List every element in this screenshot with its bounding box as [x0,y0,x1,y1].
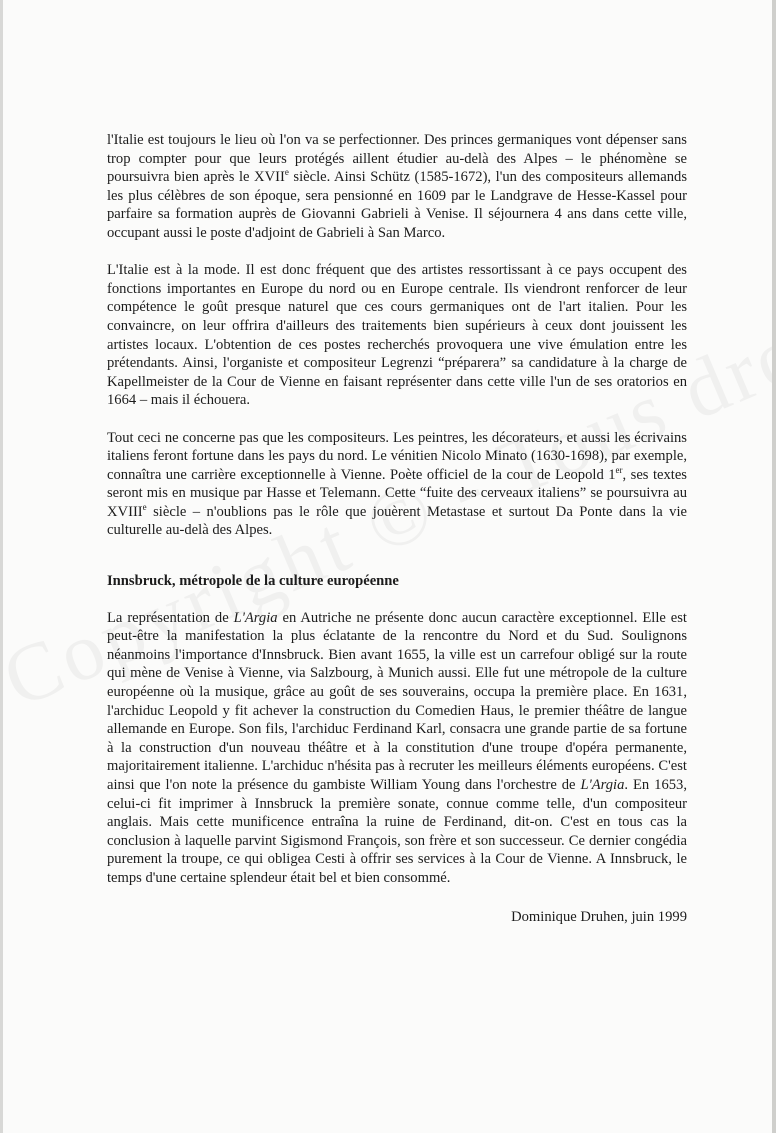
author-signature: Dominique Druhen, juin 1999 [511,908,687,925]
article-body [107,131,687,926]
section-paragraph: La représentation de L'Argia en Autriche ne présente donc aucun caractère exceptionnel. Elle est peut-être la manifestation la plus éclatante de la rencontre du Nord et du Sud. Soulignons néanmoins l'importance d'Innsbruck. Bien avant 1655, la ville est un carrefour obligé sur la route qui mène de Venise à Vienne, via Salzbourg, à Munich aussi. Elle fut une métropole de la culture européenne où la musique, grâce au goût de ses souverains, occupa la première place. En 1631, l'archiduc Leopold y fit achever la construction du Comedien Haus, le premier théâtre de langue allemande en Europe. Son fils, l'archiduc Ferdinand Karl, consacra une grande partie de sa fortune à la construction d'un nouveau théâtre et à la constitution d'une troupe d'opéra permanente, majoritairement italienne. L'archiduc n'hésita pas à recruter les meilleurs éléments européens. C'est ainsi que l'on note la présence du gambiste William Young dans l'orchestre de L'Argia. En 1653, celui-ci fit imprimer à Innsbruck la première sonate, connue comme telle, d'un compositeur anglais. Mais cette munificence entraîna la ruine de Ferdinand, dit-on. C'est en tous cas la conclusion à laquelle parvint Sigismond François, son frère et son successeur. Ce dernier congédia purement la troupe, ce qui obligea Cesti à offrir ses services à la Cour de Vienne. A Innsbruck, le temps d'une certaine splendeur était bel et bien consommé. [107,609,687,886]
paragraph-1: l'Italie est toujours le lieu où l'on va se perfectionner. Des princes germaniques vont dépenser sans trop compter pour que leurs protégés aillent étudier au-delà des Alpes – le phénomène se poursuivra bien après le XVIIe siècle. Ainsi Schütz (1585-1672), l'un des compositeurs allemands les plus célèbres de son époque, sera pensionné en 1609 par le Landgrave de Hesse-Kassel pour parfaire sa formation auprès de Giovanni Gabrieli à Venise. Il séjournera 4 ans dans cette ville, occupant aussi le poste d'adjoint de Gabrieli à San Marco. [107,132,688,241]
paragraph-3: Tout ceci ne concerne pas que les compositeurs. Les peintres, les décorateurs, et aussi les écrivains italiens feront fortune dans les pays du nord. Le vénitien Nicolo Minato (1630-1698), par exemple, connaîtra une carrière exceptionnelle à Vienne. Poète officiel de la cour de Leopold 1er, ses textes seront mis en musique par Hasse et Telemann. Cette “fuite des cerveaux italiens” se poursuivra au XVIIIe siècle – n'oublions pas le rôle que jouèrent Metastase et surtout Da Ponte dans la vie culturelle au-delà des Alpes. [107,429,687,539]
section-heading: Innsbruck, métropole de la culture européenne [107,573,399,590]
paragraph-2: L'Italie est à la mode. Il est donc fréquent que des artistes ressortissant à ce pays occupent des fonctions importantes en Europe du nord ou en Europe centrale. Ils viendront renforcer de leur compétence le goût presque naturel que ces cours germaniques ont de l'art italien. Pour les convaincre, on leur offrira d'ailleurs des traitements bien supérieurs à ceux dont jouissent les artistes locaux. L'obtention de ces postes recherchés provoquera une vive émulation entre les prétendants. Ainsi, l'organiste et compositeur Legrenzi “préparera” sa candidature à la charge de Kapellmeister de la Cour de Vienne en faisant représenter dans cette ville l'un de ses oratorios en 1664 – mais il échouera. [107,262,687,409]
